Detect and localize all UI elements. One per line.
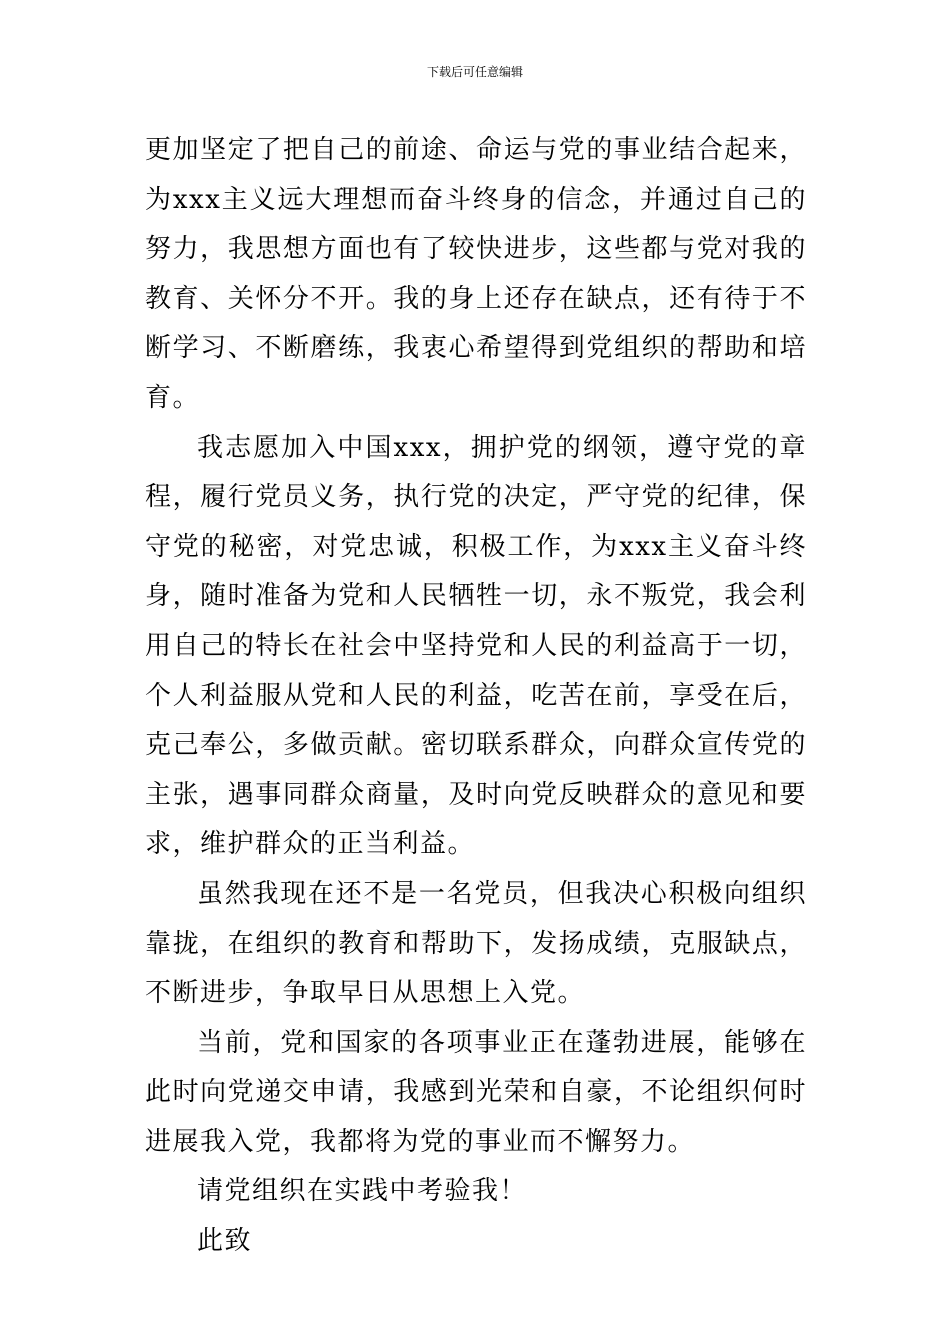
paragraph-request: 请党组织在实践中考验我！ — [197, 1176, 528, 1207]
paragraph-continuation: 更加坚定了把自己的前途、命运与党的事业结合起来，为xxx主义远大理想而奋斗终身的信念，并通过自己的努力，我思想方面也有了较快进步，这些都与党对我的教育、关怀分不开。我的身上还存在缺点，还有待于不断学习、不断磨练，我衷心希望得到党组织的帮助和培育。 — [145, 135, 807, 413]
paragraph-resolve: 虽然我现在还不是一名党员，但我决心积极向组织靠拢，在组织的教育和帮助下，发扬成绩，克服缺点，不断进步，争取早日从思想上入党。 — [145, 878, 807, 1009]
letter-body — [145, 126, 807, 1267]
paragraph-current: 当前，党和国家的各项事业正在蓬勃进展，能够在此时向党递交申请，我感到光荣和自豪，不论组织何时进展我入党，我都将为党的事业而不懈努力。 — [145, 1027, 807, 1157]
paragraph-salutation: 此致 — [197, 1226, 253, 1257]
paragraph-pledge: 我志愿加入中国xxx，拥护党的纲领，遵守党的章程，履行党员义务，执行党的决定，严守党的纪律，保守党的秘密，对党忠诚，积极工作，为xxx主义奋斗终身，随时准备为党和人民牺牲一切，永不叛党，我会利用自己的特长在社会中坚持党和人民的利益高于一切，个人利益服从党和人民的利益，吃苦在前，享受在后，克己奉公，多做贡献。密切联系群众，向群众宣传党的主张，遇事同群众商量，及时向党反映群众的意见和要求，维护群众的正当利益。 — [145, 432, 807, 860]
page-header-note: 下载后可任意编辑 — [426, 65, 523, 79]
